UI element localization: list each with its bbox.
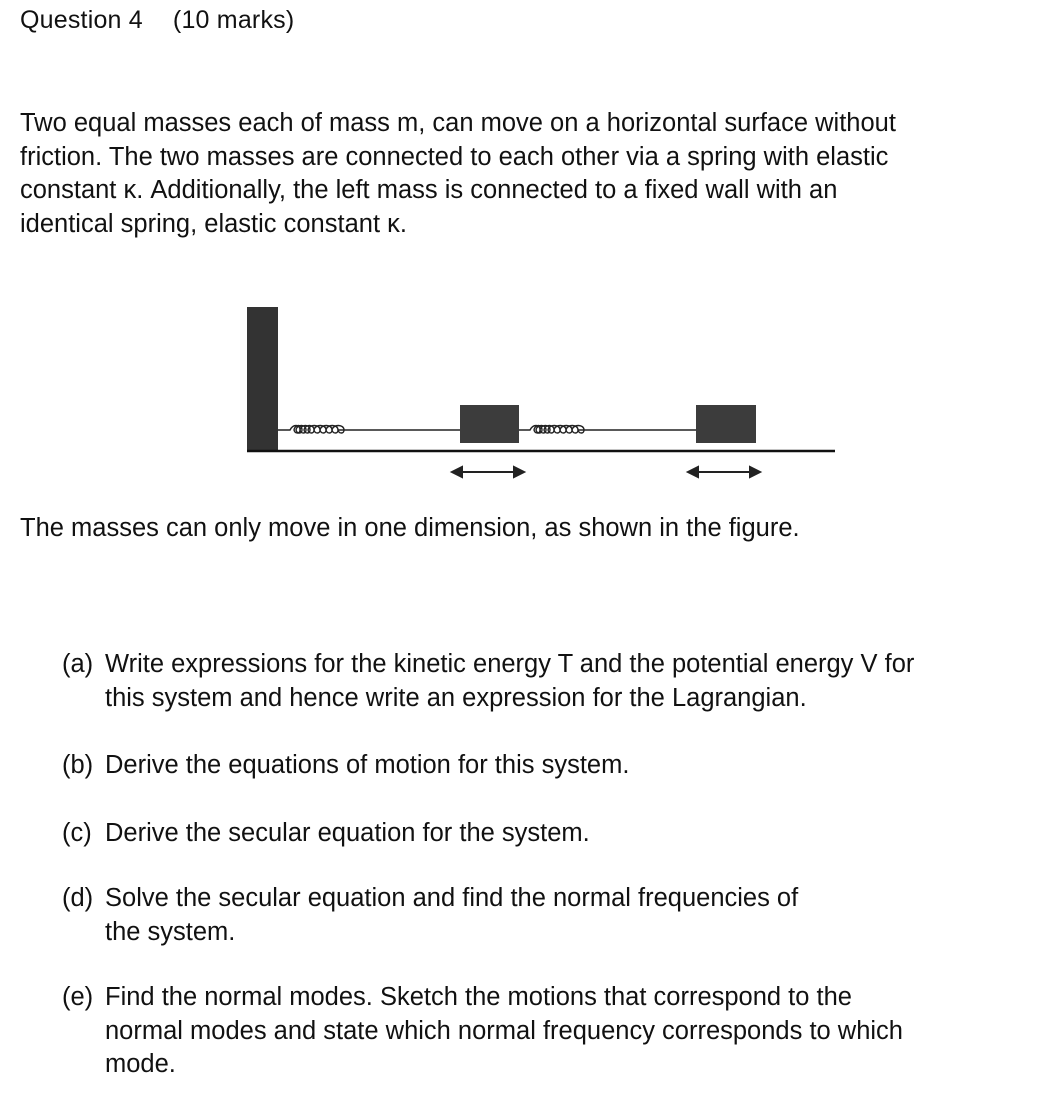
part-text-line: the system. <box>105 917 236 946</box>
part-d <box>62 882 1032 949</box>
part-e <box>62 981 1032 1082</box>
part-text-line: this system and hence write an expression for the Lagrangian. <box>105 683 807 712</box>
part-b <box>62 749 1032 783</box>
intro-line-3: constant κ. Additionally, the left mass is connected to a fixed wall with an <box>20 176 838 204</box>
spring-mass-figure <box>240 300 840 490</box>
question-number: Question 4 <box>20 6 143 34</box>
part-label: (e) <box>62 983 94 1011</box>
figure-caption: The masses can only move in one dimension, as shown in the figure. <box>20 514 800 542</box>
spring-1 <box>278 426 360 434</box>
intro-line-1: Two equal masses each of mass m, can move on a horizontal surface without <box>20 109 896 137</box>
mass-1 <box>460 405 519 443</box>
intro-line-2: friction. The two masses are connected to each other via a spring with elastic <box>20 142 889 171</box>
motion-arrow-1 <box>452 467 524 477</box>
part-label: (b) <box>62 751 94 779</box>
part-text-line: mode. <box>105 1050 176 1078</box>
part-c <box>62 817 1032 851</box>
mass-2 <box>696 405 756 443</box>
part-a <box>62 648 1032 715</box>
part-text-line: normal modes and state which normal frequency corresponds to which <box>105 1016 903 1045</box>
part-label: (d) <box>62 884 94 912</box>
part-label: (a) <box>62 650 94 678</box>
question-title <box>20 6 294 35</box>
motion-arrow-2 <box>688 467 760 477</box>
spring-2 <box>519 426 696 434</box>
fixed-wall <box>247 307 278 452</box>
part-label: (c) <box>62 818 92 847</box>
part-text-line: Find the normal modes. Sketch the motions that correspond to the <box>105 983 852 1011</box>
question-marks: (10 marks) <box>172 6 295 34</box>
question-parts <box>62 648 1032 1082</box>
problem-statement <box>20 107 1030 241</box>
part-text-line: Solve the secular equation and find the normal frequencies of <box>105 884 799 912</box>
intro-line-4: identical spring, elastic constant κ. <box>20 209 407 238</box>
part-text-line: Derive the secular equation for the system. <box>105 818 590 847</box>
part-text-line: Write expressions for the kinetic energy T and the potential energy V for <box>105 650 915 678</box>
part-text-line: Derive the equations of motion for this system. <box>105 751 630 779</box>
